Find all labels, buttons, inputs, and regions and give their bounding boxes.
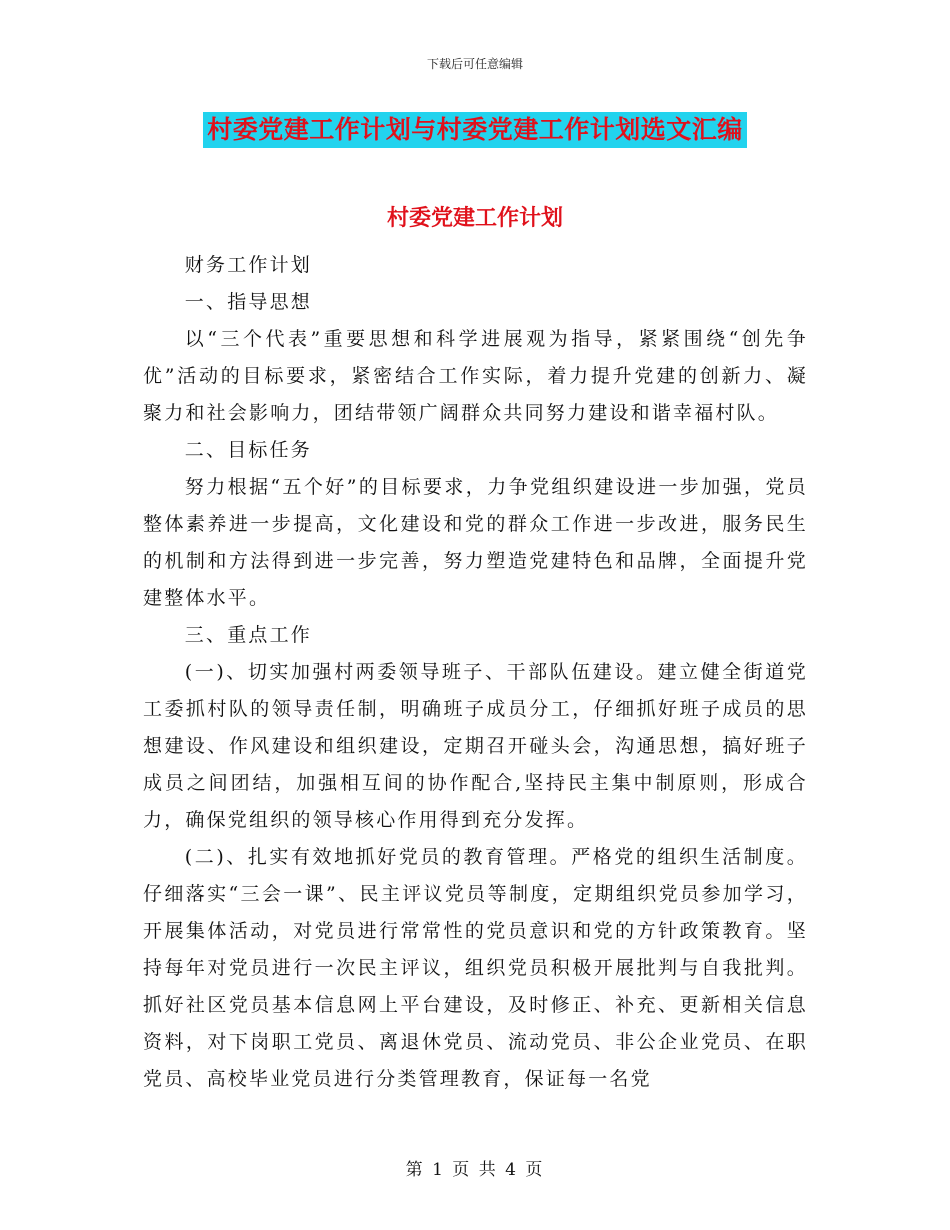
page-footer: 第 1 页 共 4 页	[405, 1160, 545, 1180]
paragraph: (二)、扎实有效地抓好党员的教育管理。严格党的组织生活制度。仔细落实“三会一课”、民主评议党员等制度，定期组织党员参加学习，开展集体活动，对党员进行常常性的党员意识和党的方针政策教育。坚持每年对党员进行一次民主评议，组织党员积极开展批判与自我批判。抓好社区党员基本信息网上平台建设，及时修正、补充、更新相关信息资料，对下岗职工党员、离退休党员、流动党员、非公企业党员、在职党员、高校毕业党员进行分类管理教育，保证每一名党	[143, 846, 808, 1090]
paragraph: 财务工作计划	[184, 254, 312, 276]
body-text	[143, 247, 808, 1098]
header-note: 下载后可任意编辑	[426, 57, 523, 71]
paragraph: 三、重点工作	[184, 624, 312, 646]
paragraph: (一)、切实加强村两委领导班子、干部队伍建设。建立健全街道党工委抓村队的领导责任制，明确班子成员分工，仔细抓好班子成员的思想建设、作风建设和组织建设，定期召开碰头会，沟通思想，搞好班子成员之间团结，加强相互间的协作配合,坚持民主集中制原则，形成合力，确保党组织的领导核心作用得到充分发挥。	[143, 661, 808, 831]
paragraph: 以“三个代表”重要思想和科学进展观为指导，紧紧围绕“创先争优”活动的目标要求，紧密结合工作实际，着力提升党建的创新力、凝聚力和社会影响力，团结带领广阔群众共同努力建设和谐幸福村队。	[143, 328, 808, 424]
paragraph: 努力根据“五个好”的目标要求，力争党组织建设进一步加强，党员整体素养进一步提高，文化建设和党的群众工作进一步改进，服务民生的机制和方法得到进一步完善，努力塑造党建特色和品牌，全面提升党建整体水平。	[143, 476, 808, 609]
paragraph: 一、指导思想	[184, 291, 312, 313]
section-title: 村委党建工作计划	[386, 205, 563, 231]
main-title: 村委党建工作计划与村委党建工作计划选文汇编	[203, 112, 747, 148]
main-title-container	[0, 112, 950, 148]
paragraph: 二、目标任务	[184, 439, 312, 461]
